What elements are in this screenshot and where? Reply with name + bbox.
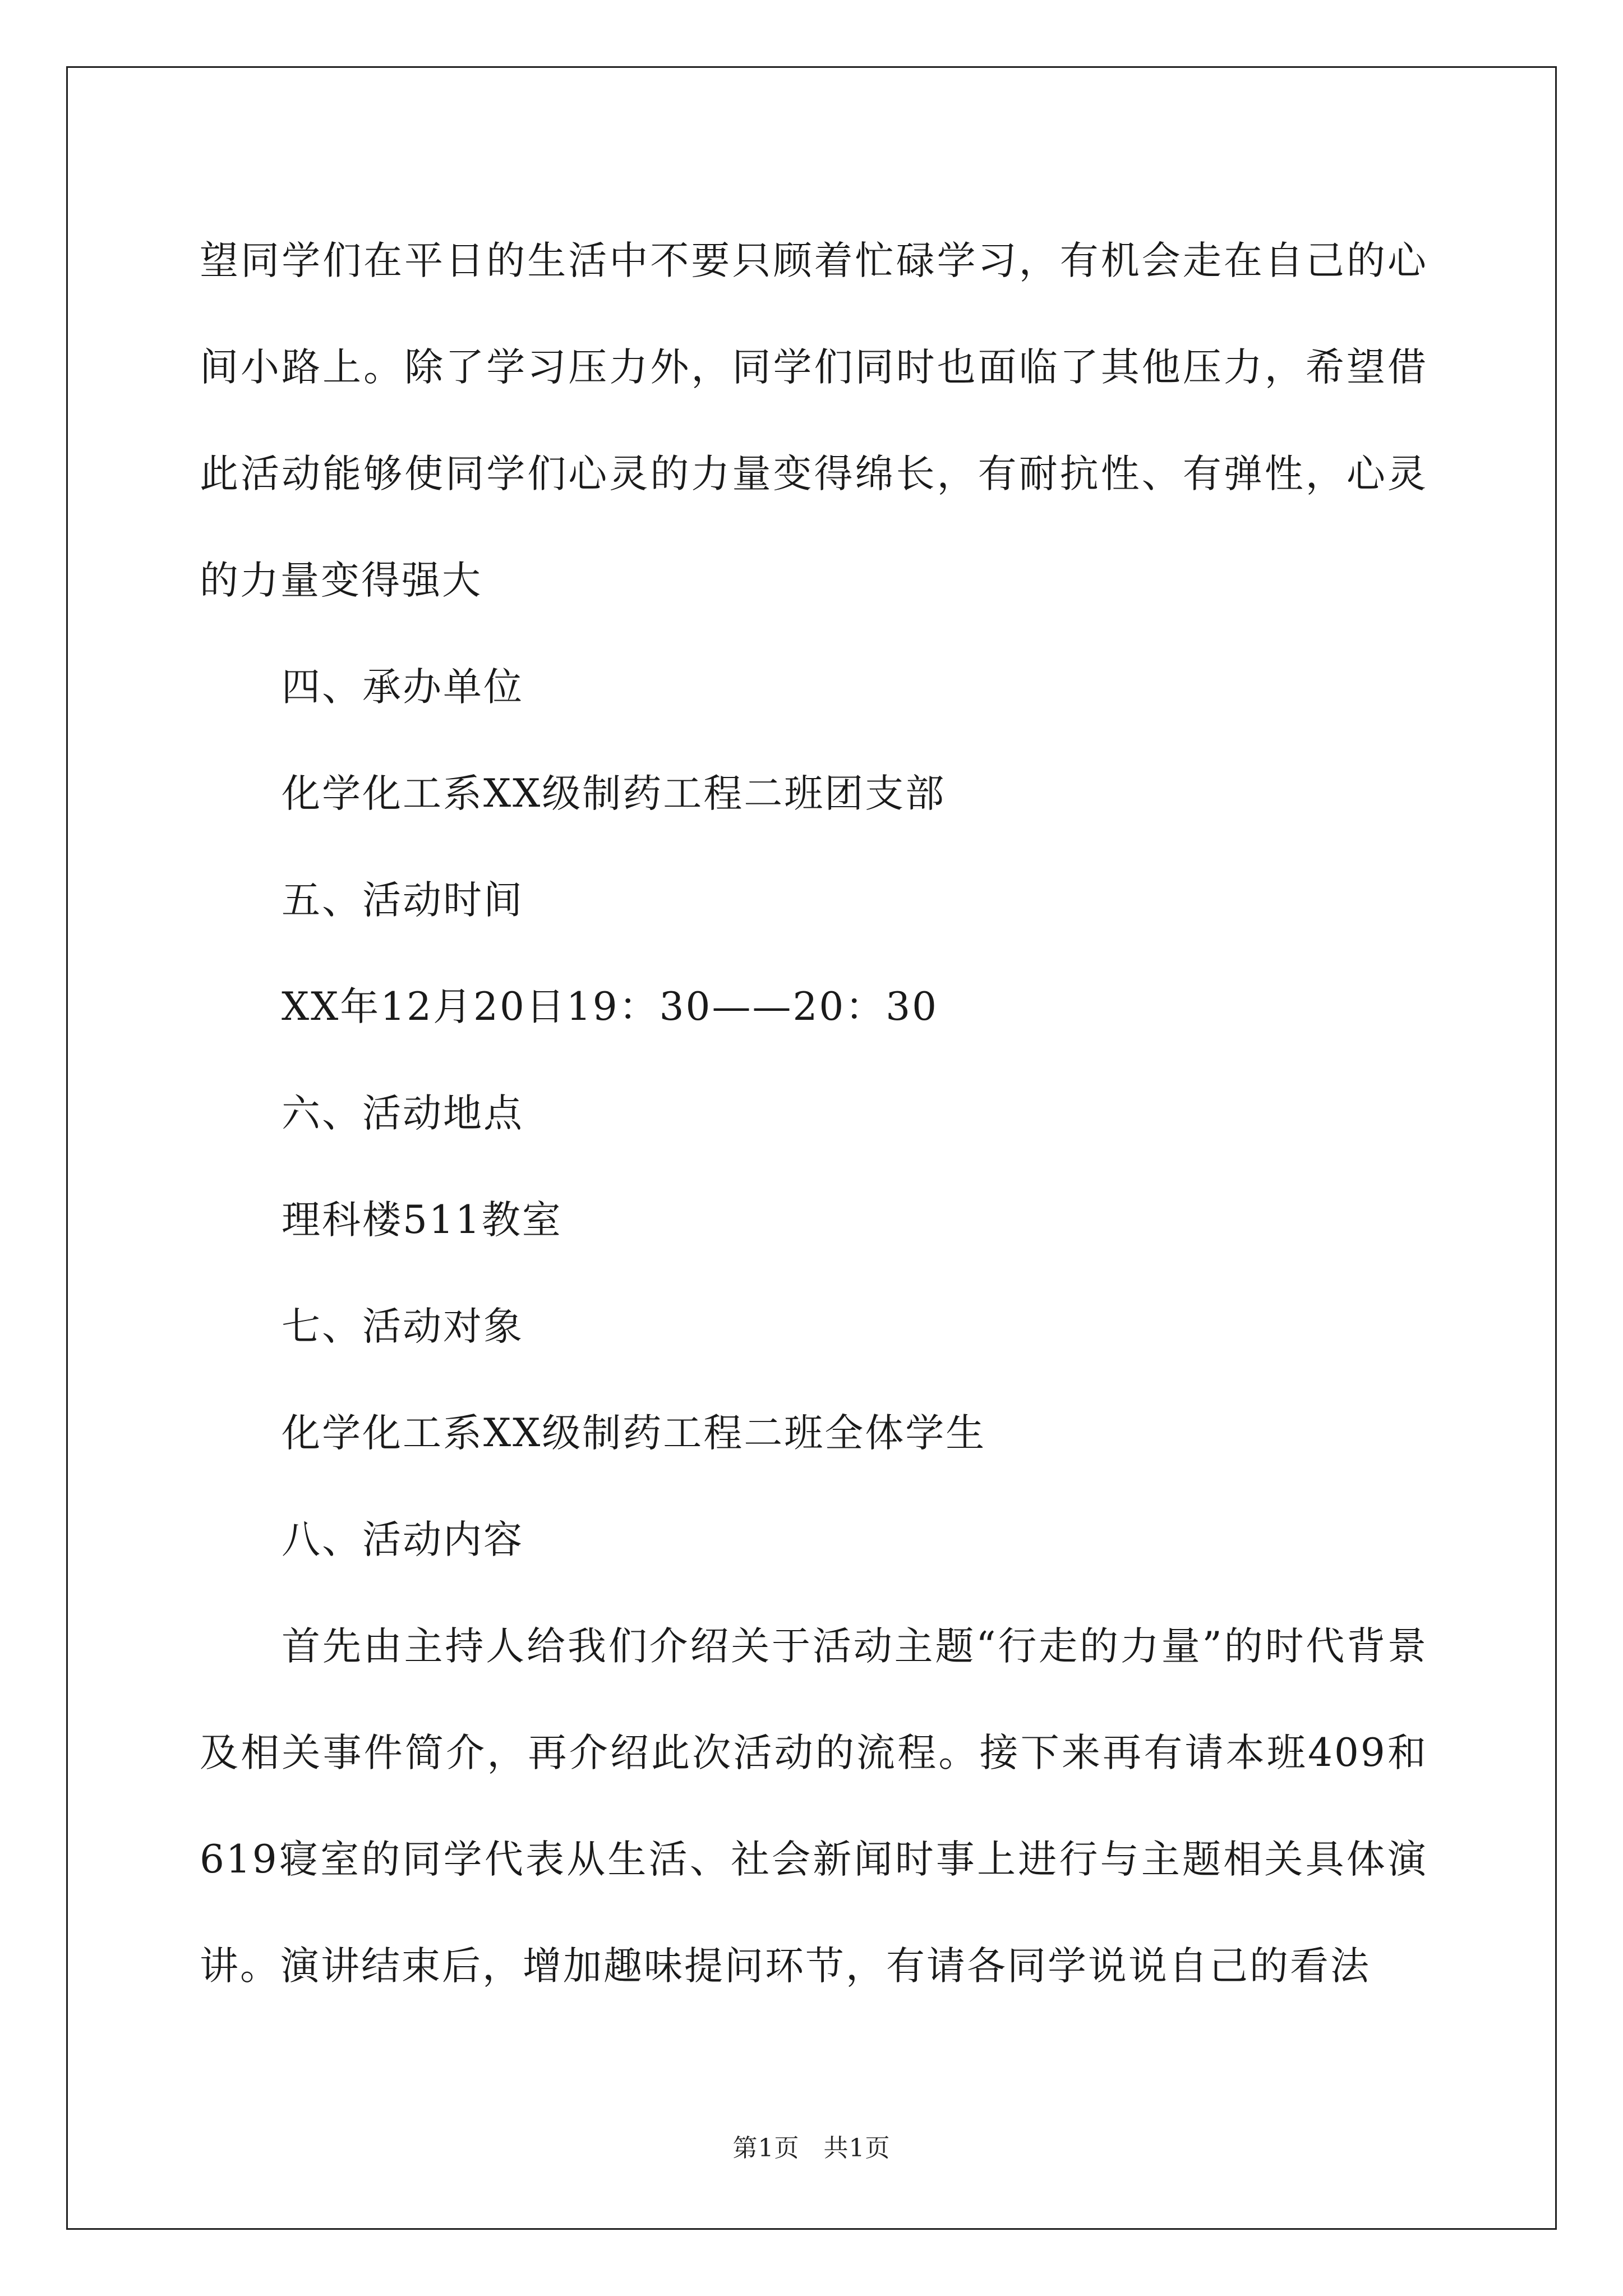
- heading-organizer: 四、承办单位: [282, 665, 524, 710]
- paragraph-organizer: 化学化工系XX级制药工程二班团支部: [282, 771, 946, 816]
- paragraph-activity-audience: 化学化工系XX级制药工程二班全体学生: [282, 1411, 986, 1456]
- heading-activity-time: 五、活动时间: [282, 878, 524, 923]
- page-total: 共1页: [823, 2134, 891, 2162]
- paragraph-activity-content: 首先由主持人给我们介绍关于活动主题“行走的力量”的时代背景及相关事件简介，再介绍此次活动的流程。接下来再有请本班409和619寝室的同学代表从生活、社会新闻时事上进行与主题相关具体演讲。演讲结束后，增加趣味提问环节，有请各同学说说自己的看法: [200, 1624, 1428, 1989]
- paragraph-intro-continued: 望同学们在平日的生活中不要只顾着忙碌学习，有机会走在自己的心间小路上。除了学习压力外，同学们同时也面临了其他压力，希望借此活动能够使同学们心灵的力量变得绵长，有耐抗性、有弹性，心灵的力量变得强大: [200, 238, 1428, 603]
- paragraph-activity-location: 理科楼511教室: [282, 1198, 562, 1243]
- page-number: 第1页: [732, 2134, 800, 2162]
- heading-activity-location: 六、活动地点: [282, 1091, 524, 1136]
- heading-activity-audience: 七、活动对象: [282, 1304, 524, 1349]
- page-footer: [0, 2132, 1623, 2165]
- document-body: [200, 208, 1428, 2019]
- paragraph-activity-time: XX年12月20日19：30——20：30: [282, 984, 939, 1029]
- heading-activity-content: 八、活动内容: [282, 1517, 524, 1562]
